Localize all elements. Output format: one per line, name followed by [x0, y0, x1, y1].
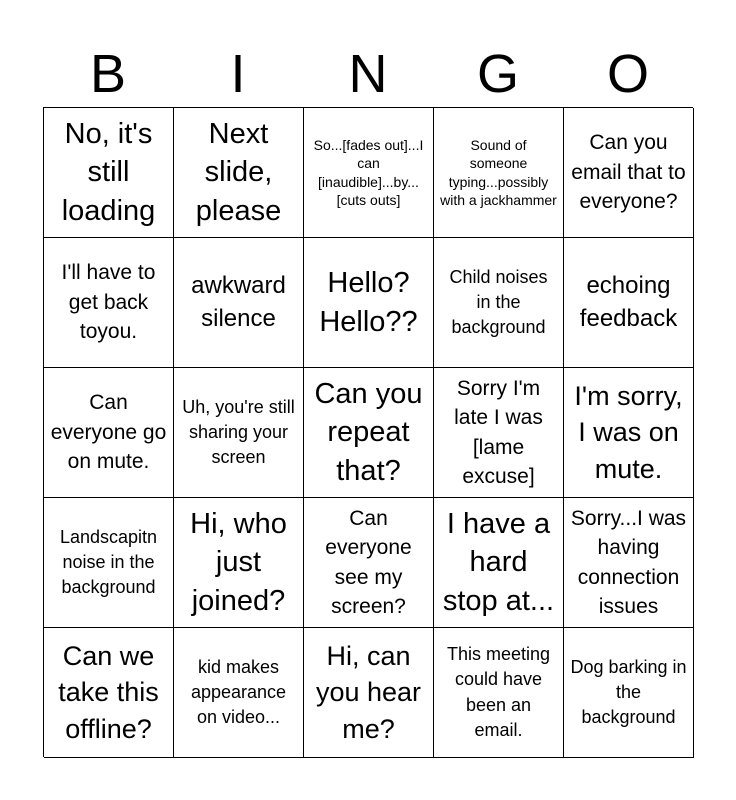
cell-text: Hi, can you hear me? [315, 640, 422, 744]
bingo-cell[interactable] [304, 628, 434, 758]
cell-text: No, it's still loading [61, 117, 156, 227]
bingo-cell[interactable] [564, 368, 694, 498]
cell-text: Can everyone go on mute. [50, 391, 167, 474]
cell-text: Sound of someone typing...possibly with a jackhammer [440, 137, 557, 208]
cell-text: Next slide, please [195, 117, 282, 227]
cell-text: Can you repeat that? [314, 377, 423, 487]
cell-text: Can everyone see my screen? [325, 506, 412, 618]
cell-text: Sorry...I was having connection issues [570, 506, 687, 618]
header-letter-i: I [230, 44, 246, 104]
cell-text: echoing feedback [579, 272, 678, 332]
cell-text: Hi, who just joined? [190, 507, 287, 617]
bingo-cell[interactable] [44, 498, 174, 628]
cell-text: I'm sorry, I was on mute. [574, 380, 683, 484]
bingo-cell[interactable] [564, 108, 694, 238]
bingo-cell[interactable] [304, 108, 434, 238]
bingo-cell[interactable] [44, 108, 174, 238]
bingo-cell[interactable] [564, 498, 694, 628]
bingo-cell[interactable] [44, 368, 174, 498]
cell-text: Sorry I'm late I was [lame excuse] [454, 376, 543, 488]
cell-text: I'll have to get back toyou. [61, 261, 156, 344]
bingo-cell[interactable] [564, 238, 694, 368]
bingo-cell[interactable] [434, 368, 564, 498]
bingo-cell[interactable] [304, 238, 434, 368]
cell-text: Dog barking in the background [570, 656, 687, 728]
bingo-cell[interactable] [434, 498, 564, 628]
header-letter-n: N [348, 44, 388, 104]
bingo-cell[interactable] [434, 108, 564, 238]
bingo-cell[interactable] [44, 628, 174, 758]
bingo-cell[interactable] [174, 108, 304, 238]
cell-text: So...[fades out]...I can [inaudible]...by...[cuts outs] [313, 137, 424, 208]
cell-text: This meeting could have been an email. [446, 644, 551, 740]
bingo-cell[interactable] [564, 628, 694, 758]
cell-text: Can we take this offline? [58, 640, 159, 744]
bingo-cell[interactable] [304, 368, 434, 498]
cell-text: kid makes appearance on video... [190, 656, 287, 728]
cell-text: Hello? Hello?? [319, 266, 418, 338]
bingo-cell[interactable] [434, 628, 564, 758]
header-letter-o: O [606, 44, 649, 104]
bingo-header [43, 40, 693, 108]
header-letter-g: G [476, 44, 519, 104]
bingo-grid [43, 107, 693, 757]
header-letter-b: B [89, 44, 127, 104]
cell-text: Can you email that to everyone? [571, 131, 686, 214]
cell-text: Uh, you're still sharing your screen [182, 396, 295, 468]
cell-text: Landscapitn noise in the background [59, 526, 158, 598]
bingo-cell[interactable] [174, 628, 304, 758]
bingo-cell[interactable] [174, 368, 304, 498]
cell-text: I have a hard stop at... [442, 507, 555, 617]
cell-text: Child noises in the background [449, 266, 548, 338]
bingo-cell[interactable] [44, 238, 174, 368]
cell-text: awkward silence [191, 272, 286, 332]
bingo-cell[interactable] [434, 238, 564, 368]
bingo-cell[interactable] [174, 238, 304, 368]
bingo-cell[interactable] [304, 498, 434, 628]
bingo-cell[interactable] [174, 498, 304, 628]
